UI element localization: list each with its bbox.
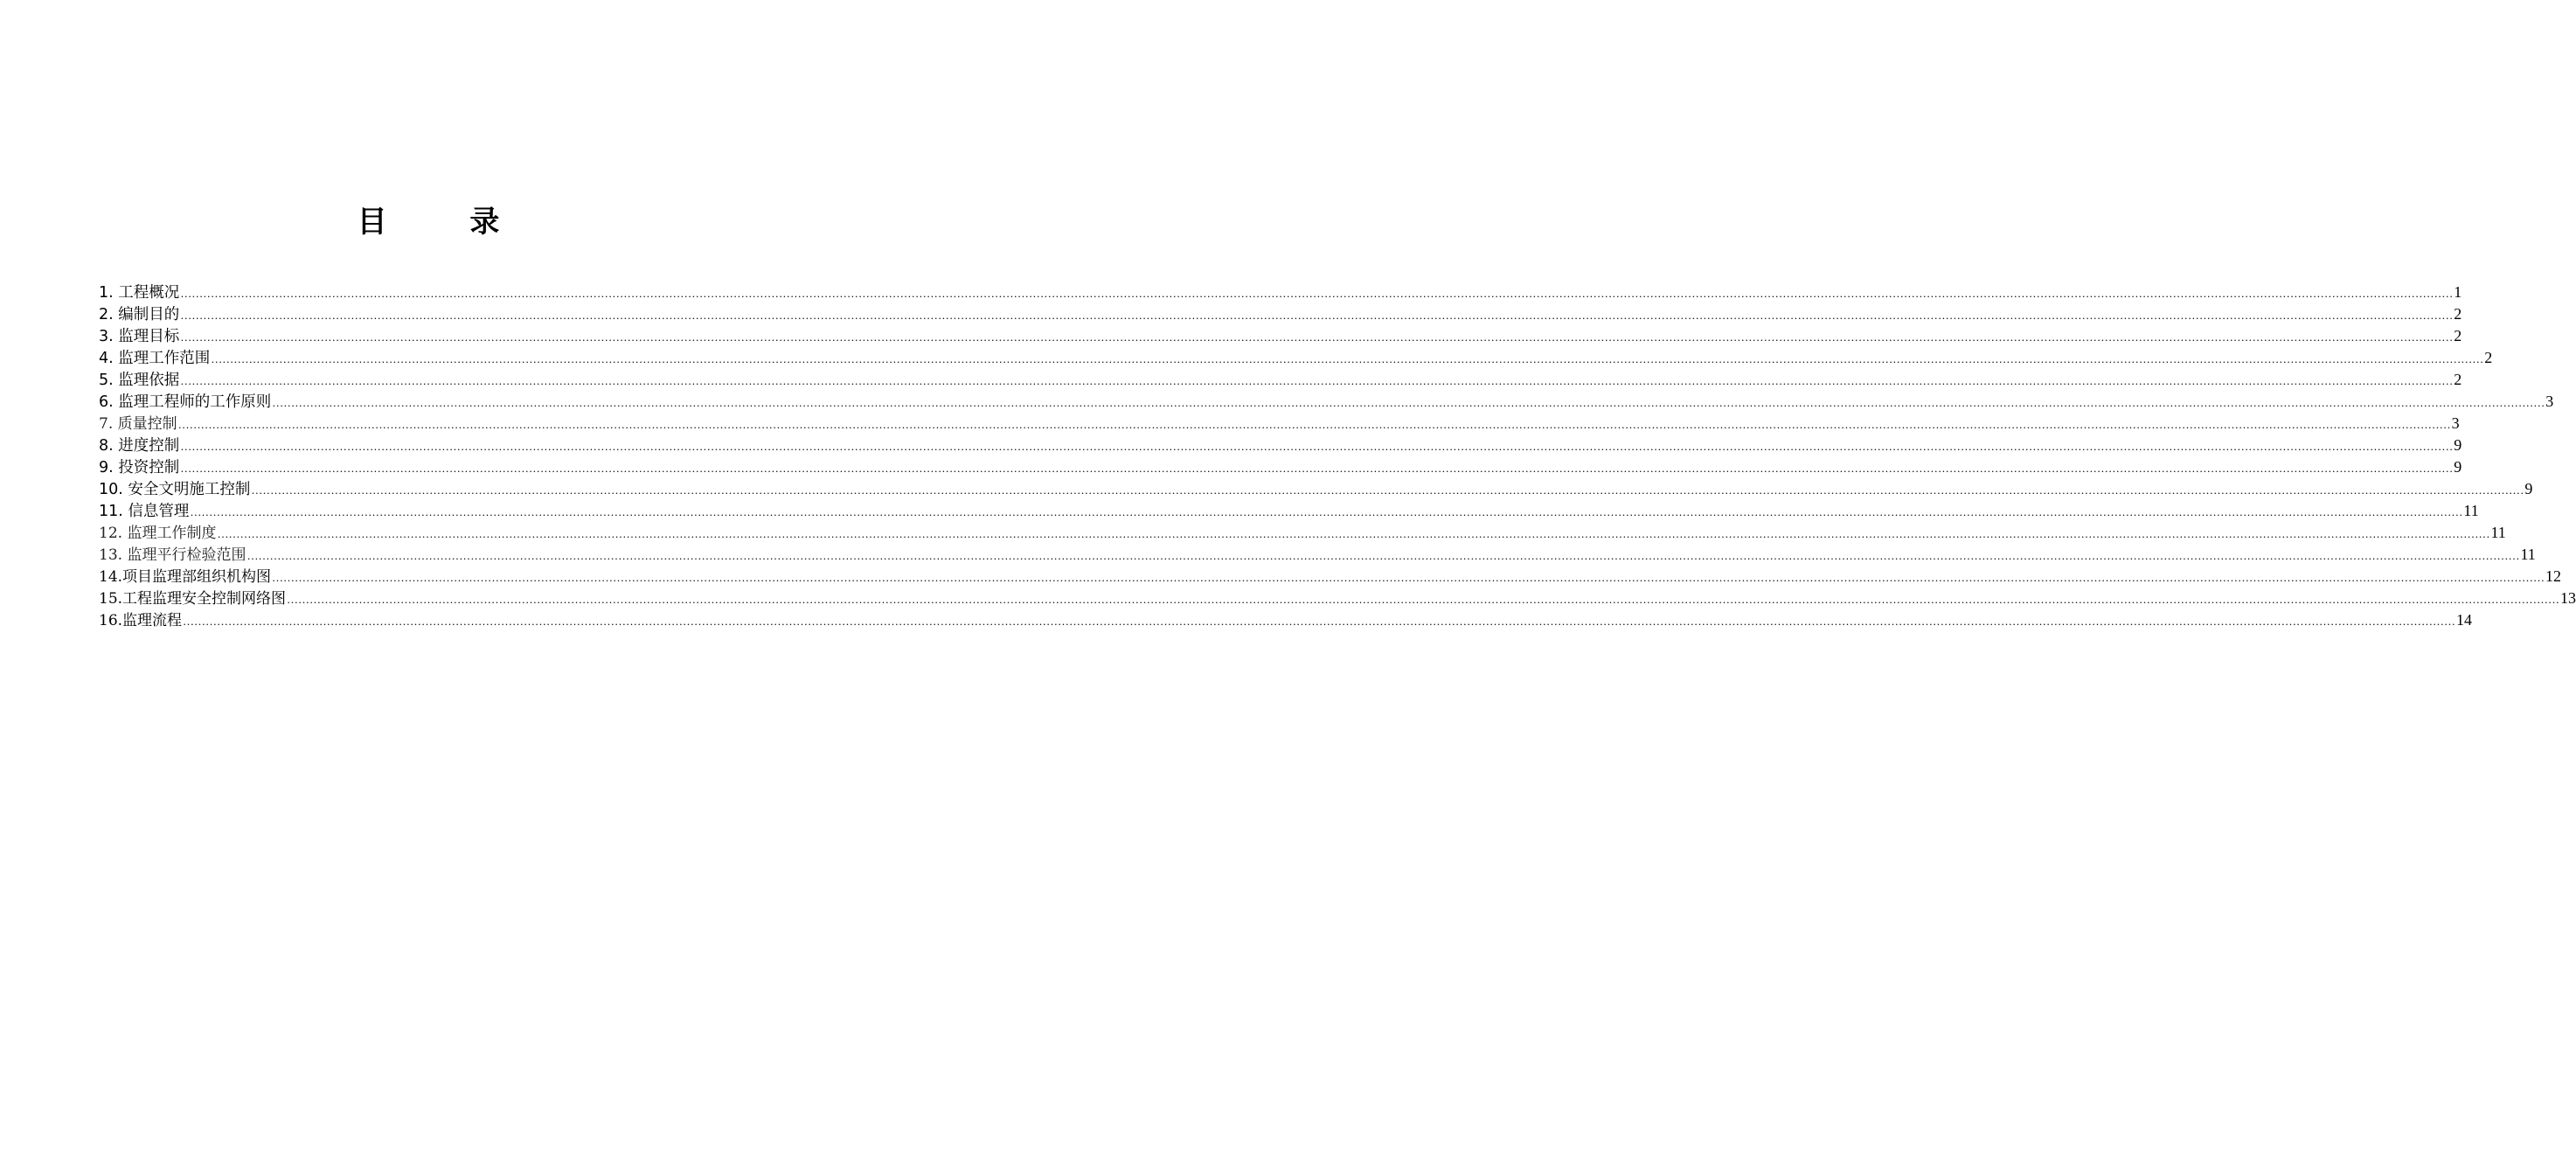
toc-entry-page-number: 1 bbox=[2454, 283, 2462, 301]
toc-entry-label: 8. 进度控制 bbox=[99, 437, 180, 455]
toc-leader-dots: …………………………………………………………………………………………………………………………………………………………………………………………………………………………………………………………………………………………………………………………………………………………………………………………………………………………………………………………………………………………………………………………………………………… bbox=[180, 440, 2454, 453]
toc-entry-page-number: 2 bbox=[2454, 327, 2462, 344]
toc-entry[interactable] bbox=[99, 478, 2533, 500]
toc-entry[interactable] bbox=[99, 282, 2462, 303]
toc-entry[interactable] bbox=[99, 522, 2506, 544]
toc-entry[interactable] bbox=[99, 544, 2536, 566]
toc-entry-page-number: 3 bbox=[2545, 393, 2554, 410]
toc-entry-page-number: 11 bbox=[2520, 546, 2536, 563]
toc-leader-dots: …………………………………………………………………………………………………………………………………………………………………………………………………………………………………………………………………………………………………………………………………………………………………………………………………………………………………………………………………………………………………………………………………………………… bbox=[190, 505, 2463, 518]
toc-entry-label: 9. 投资控制 bbox=[99, 459, 180, 476]
toc-entry-page-number: 12 bbox=[2545, 567, 2562, 585]
toc-entry-label: 13. 监理平行检验范围 bbox=[99, 546, 246, 564]
toc-entry[interactable] bbox=[99, 456, 2462, 478]
toc-entry-page-number: 3 bbox=[2451, 414, 2460, 432]
toc-entry-label: 14.项目监理部组织机构图 bbox=[99, 568, 272, 586]
toc-entry-page-number: 11 bbox=[2463, 502, 2479, 519]
toc-leader-dots: …………………………………………………………………………………………………………………………………………………………………………………………………………………………………………………………………………………………………………………………………………………………………………………………………………………………………………………………………………………………………………………………………………………… bbox=[180, 374, 2454, 387]
toc-leader-dots: …………………………………………………………………………………………………………………………………………………………………………………………………………………………………………………………………………………………………………………………………………………………………………………………………………………………………………………………………………………………………………………………………………………… bbox=[287, 593, 2560, 606]
toc-leader-dots: …………………………………………………………………………………………………………………………………………………………………………………………………………………………………………………………………………………………………………………………………………………………………………………………………………………………………………………………………………………………………………………………………………………… bbox=[217, 527, 2490, 540]
table-of-contents bbox=[99, 282, 2576, 631]
toc-entry[interactable] bbox=[99, 588, 2576, 609]
toc-leader-dots: …………………………………………………………………………………………………………………………………………………………………………………………………………………………………………………………………………………………………………………………………………………………………………………………………………………………………………………………………………………………………………………………………………………… bbox=[251, 483, 2524, 497]
toc-entry-page-number: 11 bbox=[2490, 524, 2506, 541]
toc-entry-page-number: 9 bbox=[2524, 480, 2533, 497]
toc-leader-dots: …………………………………………………………………………………………………………………………………………………………………………………………………………………………………………………………………………………………………………………………………………………………………………………………………………………………………………………………………………………………………………………………………………………… bbox=[246, 549, 2520, 562]
toc-leader-dots: …………………………………………………………………………………………………………………………………………………………………………………………………………………………………………………………………………………………………………………………………………………………………………………………………………………………………………………………………………………………………………………………………………………… bbox=[180, 309, 2454, 322]
toc-entry-label: 11. 信息管理 bbox=[99, 503, 190, 520]
toc-entry[interactable] bbox=[99, 325, 2462, 347]
toc-entry[interactable] bbox=[99, 566, 2562, 588]
toc-leader-dots: …………………………………………………………………………………………………………………………………………………………………………………………………………………………………………………………………………………………………………………………………………………………………………………………………………………………………………………………………………………………………………………………………………………… bbox=[177, 418, 2451, 431]
toc-entry-page-number: 9 bbox=[2454, 458, 2462, 476]
toc-entry-page-number: 2 bbox=[2454, 305, 2462, 323]
toc-entry-label: 4. 监理工作范围 bbox=[99, 350, 211, 367]
toc-entry-label: 5. 监理依据 bbox=[99, 372, 180, 389]
toc-leader-dots: …………………………………………………………………………………………………………………………………………………………………………………………………………………………………………………………………………………………………………………………………………………………………………………………………………………………………………………………………………………………………………………………………………………… bbox=[272, 396, 2545, 409]
toc-entry-page-number: 14 bbox=[2456, 611, 2473, 629]
toc-entry-label: 3. 监理目标 bbox=[99, 328, 180, 345]
toc-title: 目 录 bbox=[357, 205, 500, 240]
toc-entry-page-number: 9 bbox=[2454, 436, 2462, 454]
toc-entry-label: 12. 监理工作制度 bbox=[99, 525, 217, 542]
toc-entry[interactable] bbox=[99, 500, 2479, 522]
toc-entry-page-number: 13 bbox=[2560, 589, 2576, 607]
toc-leader-dots: …………………………………………………………………………………………………………………………………………………………………………………………………………………………………………………………………………………………………………………………………………………………………………………………………………………………………………………………………………………………………………………………………………………… bbox=[180, 287, 2454, 300]
toc-leader-dots: …………………………………………………………………………………………………………………………………………………………………………………………………………………………………………………………………………………………………………………………………………………………………………………………………………………………………………………………………………………………………………………………………………………… bbox=[211, 352, 2484, 365]
toc-leader-dots: …………………………………………………………………………………………………………………………………………………………………………………………………………………………………………………………………………………………………………………………………………………………………………………………………………………………………………………………………………………………………………………………………………………… bbox=[180, 462, 2454, 475]
toc-entry-label: 2. 编制目的 bbox=[99, 306, 180, 323]
toc-entry-page-number: 2 bbox=[2484, 349, 2493, 366]
toc-entry-label: 1. 工程概况 bbox=[99, 284, 180, 302]
toc-entry[interactable] bbox=[99, 347, 2493, 369]
toc-entry-label: 7. 质量控制 bbox=[99, 415, 177, 433]
toc-entry-page-number: 2 bbox=[2454, 371, 2462, 388]
toc-entry-label: 10. 安全文明施工控制 bbox=[99, 481, 251, 498]
toc-entry-label: 6. 监理工程师的工作原则 bbox=[99, 393, 272, 411]
toc-leader-dots: …………………………………………………………………………………………………………………………………………………………………………………………………………………………………………………………………………………………………………………………………………………………………………………………………………………………………………………………………………………………………………………………………………………… bbox=[183, 615, 2456, 628]
toc-entry[interactable] bbox=[99, 609, 2473, 631]
toc-entry-label: 16.监理流程 bbox=[99, 612, 183, 629]
toc-entry[interactable] bbox=[99, 413, 2460, 435]
toc-leader-dots: …………………………………………………………………………………………………………………………………………………………………………………………………………………………………………………………………………………………………………………………………………………………………………………………………………………………………………………………………………………………………………………………………………………… bbox=[180, 330, 2454, 344]
toc-entry[interactable] bbox=[99, 369, 2462, 391]
toc-entry[interactable] bbox=[99, 435, 2462, 456]
toc-leader-dots: …………………………………………………………………………………………………………………………………………………………………………………………………………………………………………………………………………………………………………………………………………………………………………………………………………………………………………………………………………………………………………………………………………………… bbox=[272, 571, 2545, 584]
toc-entry[interactable] bbox=[99, 303, 2462, 325]
toc-entry-label: 15.工程监理安全控制网络图 bbox=[99, 590, 287, 608]
toc-entry[interactable] bbox=[99, 391, 2554, 413]
